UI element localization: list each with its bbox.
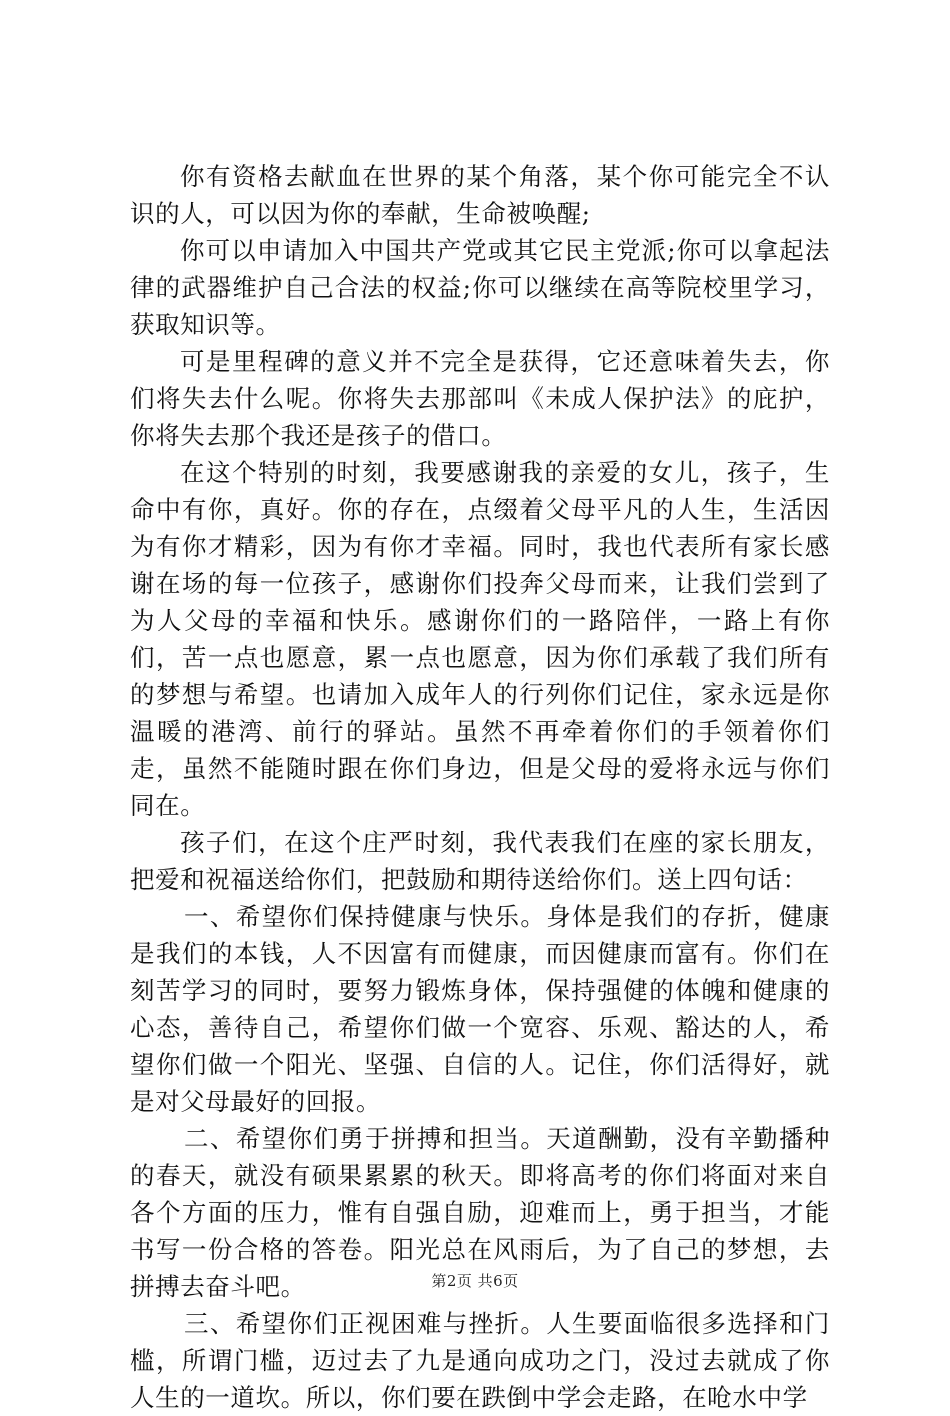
paragraph-wish-striving: 二、希望你们勇于拼搏和担当。天道酬勤，没有辛勤播种的春天，就没有硕果累累的秋天。即将高考的你们将面对来自各个方面的压力，惟有自强自励，迎难而上，勇于担当，才能书写一份合格的答卷。阳光总在风雨后，为了自己的梦想，去拼搏去奋斗吧。 [130, 1124, 830, 1301]
body-text [130, 158, 830, 1416]
paragraph-milestone: 可是里程碑的意义并不完全是获得，它还意味着失去，你们将失去什么呢。你将失去那部叫《未成人保护法》的庇护，你将失去那个我还是孩子的借口。 [130, 347, 830, 450]
paragraph-wish-adversity: 三、希望你们正视困难与挫折。人生要面临很多选择和门槛，所谓门槛，迈过去了九是通向成功之门，没过去就成了你人生的一道坎。所以，你们要在跌倒中学会走路，在呛水中学 [130, 1309, 830, 1412]
paragraph-wish-health: 一、希望你们保持健康与快乐。身体是我们的存折，健康是我们的本钱，人不因富有而健康，而因健康而富有。你们在刻苦学习的同时，要努力锻炼身体，保持强健的体魄和健康的心态，善待自己，希望你们做一个宽容、乐观、豁达的人，希望你们做一个阳光、坚强、自信的人。记住，你们活得好，就是对父母最好的回报。 [130, 902, 830, 1116]
paragraph-rights: 你可以申请加入中国共产党或其它民主党派;你可以拿起法律的武器维护自己合法的权益;你可以继续在高等院校里学习，获取知识等。 [130, 236, 830, 339]
paragraph-blood-donation: 你有资格去献血在世界的某个角落，某个你可能完全不认识的人，可以因为你的奉献，生命被唤醒; [130, 162, 830, 228]
paragraph-gratitude: 在这个特别的时刻，我要感谢我的亲爱的女儿，孩子，生命中有你，真好。你的存在，点缀着父母平凡的人生，生活因为有你才精彩，因为有你才幸福。同时，我也代表所有家长感谢在场的每一位孩子，感谢你们投奔父母而来，让我们尝到了为人父母的幸福和快乐。感谢你们的一路陪伴，一路上有你们，苦一点也愿意，累一点也愿意，因为你们承载了我们所有的梦想与希望。也请加入成年人的行列你们记住，家永远是你温暖的港湾、前行的驿站。虽然不再牵着你们的手领着你们走，虽然不能随时跟在你们身边，但是父母的爱将永远与你们同在。 [130, 458, 830, 820]
page-footer [0, 1270, 950, 1291]
page-number-label: 第2页 共6页 [431, 1272, 519, 1290]
paragraph-blessing: 孩子们，在这个庄严时刻，我代表我们在座的家长朋友，把爱和祝福送给你们，把鼓励和期待送给你们。送上四句话： [130, 828, 830, 894]
